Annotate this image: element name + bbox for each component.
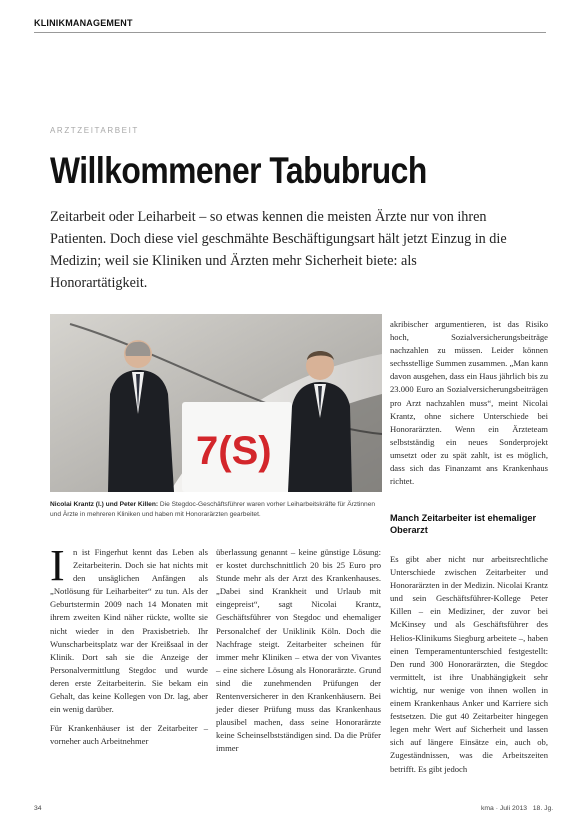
column-3-bottom — [390, 553, 548, 776]
column-1-paragraph-2: Für Krankenhäuser ist der Zeitarbeiter – vorneher auch Arbeitnehmer — [50, 723, 208, 747]
drop-cap: I — [50, 541, 65, 590]
header-rule — [34, 32, 546, 33]
column-3-paragraph-1: akribischer argumentieren, ist das Risiko hoch, Sozialversicherungsbeiträge nachzahlen zu müssen. Leider können sechsstellige Summen zusammen. „Man kann davon ausgehen, dass ein Haus jährlich bis zu 23.000 Euro an Sozialversicherungsbeiträgen pro Arzt nachzahlen muss“, meint Nicolai Krantz, ohne sichere Unterschiede bei Honorarärzten. Wenn ein Ärzteteam selbstständig ein neues Sonderprojekt umsetzt oder zu spät zahlt, ist es möglich, dass sich das Finanzamt ans Krankenhaus richtet. — [390, 319, 548, 487]
article-kicker: ARZTZEITARBEIT — [50, 126, 139, 135]
article-title: Willkommener Tabubruch — [50, 150, 427, 191]
column-3-paragraph-2: Es gibt aber nicht nur arbeitsrechtliche Unterschiede zwischen Zeitarbeiter und Honorarärzten in der Medizin. Nicolai Krantz und sein Geschäftsführer-Kollege Peter Killen – ein Mediziner, der zuvor bei McKinsey und als Geschäftsführer des Helios-Klinikums Siegburg arbeitete –, haben einen Temperamentunterschied festgestellt: Den rund 300 Honorarärzten, die Stegdoc vermittelt, ist ihre Unabhängigkeit sehr wichtig, nur wenige von ihnen wollen in einem Krankenhaus Anker und Karriere sich festsetzen. Die gut 40 Zeitarbeiter hingegen legen mehr Wert auf Sicherheit und lassen sich auf längere Einsätze ein, auch ob, Zugeständnissen, was die Arbeitszeiten betrifft. Es gibt jedoch — [390, 554, 548, 774]
subheading: Manch Zeitarbeiter ist ehemaliger Oberarzt — [390, 513, 537, 535]
column-1 — [50, 541, 208, 748]
section-label: KLINIKMANAGEMENT — [34, 18, 133, 28]
column-2 — [216, 546, 381, 756]
footer-issue — [481, 805, 553, 812]
issue-label: kma · Juli 2013 — [481, 805, 528, 812]
article-lead: Zeitarbeit oder Leiharbeit – so etwas kennen die meisten Ärzte nur von ihren Patienten. Doch diese viel geschmähte Beschäftigungsart hält jetzt Einzug in die Medizin; weil sie Kliniken und Ärzten mehr Sicherheit biete: als Honorartätigkeit. — [50, 209, 507, 291]
volume-label: 18. Jg. — [532, 805, 554, 812]
caption-names: Nicolai Krantz (l.) und Peter Killen: — [50, 501, 159, 508]
column-1-paragraph-1: n ist Fingerhut kennt das Leben als Zeitarbeiterin. Doch sie hat nichts mit den unsäglichen Anfängen als „Notlösung für Leiharbeiter“ zu tun. Als der Geburtstermin 2009 nach 14 Monaten mit ihrem zweiten Kind näher rückte, wollte sie nicht wieder in den Praxisbetrieb. Ihr Wunscharbeitsplatz war der Kreißsaal in der Klinik. Dort sah sie die Anzeige der Personalvermittlung Stegdoc und wurde deren erste Zeitarbeiterin. Sie bekam ein Gehalt, das keine Kollegen von Dr. lag, aber ein wenig darüber. — [50, 547, 208, 715]
sign-logo: 7(S) — [196, 429, 272, 473]
column-3-top — [390, 318, 548, 488]
column-2-paragraph-1: überlassung genannt – keine günstige Lösung: er kostet durchschnittlich 20 bis 25 Euro pro Stunde mehr als der Arzt des Krankenhauses. „Dabei sind Krankheit und Urlaub mit eingepreist“, sagt Nicolai Krantz, Geschäftsführer von Stegdoc und ehemaliger Personalchef der Uniklinik Köln. Doch die Nachfrage steigt. Zeitarbeiter scheinen für immer mehr Kliniken – etwa der von Vivantes – eine sichere Lösung als Honorarärzte. Grund sind die zunehmenden Prüfungen der Rentenversicherer in den Krankenhäusern. Bei jeder dieser Prüfung muss das Krankenhaus plausibel machen, dass seine Honorarärzte keine Scheinselbstständigen sind. Da die Prüfer immer — [216, 547, 381, 754]
photo-caption — [50, 500, 382, 520]
article-photo — [50, 314, 382, 492]
caption-text: Die Stegdoc-Geschäftsführer waren vorher Leiharbeitskräfte für Ärztinnen und Ärzte in mehreren Kliniken und haben mit Honorarärzten gearbeitet. — [50, 501, 376, 518]
page-number: 34 — [34, 805, 42, 812]
